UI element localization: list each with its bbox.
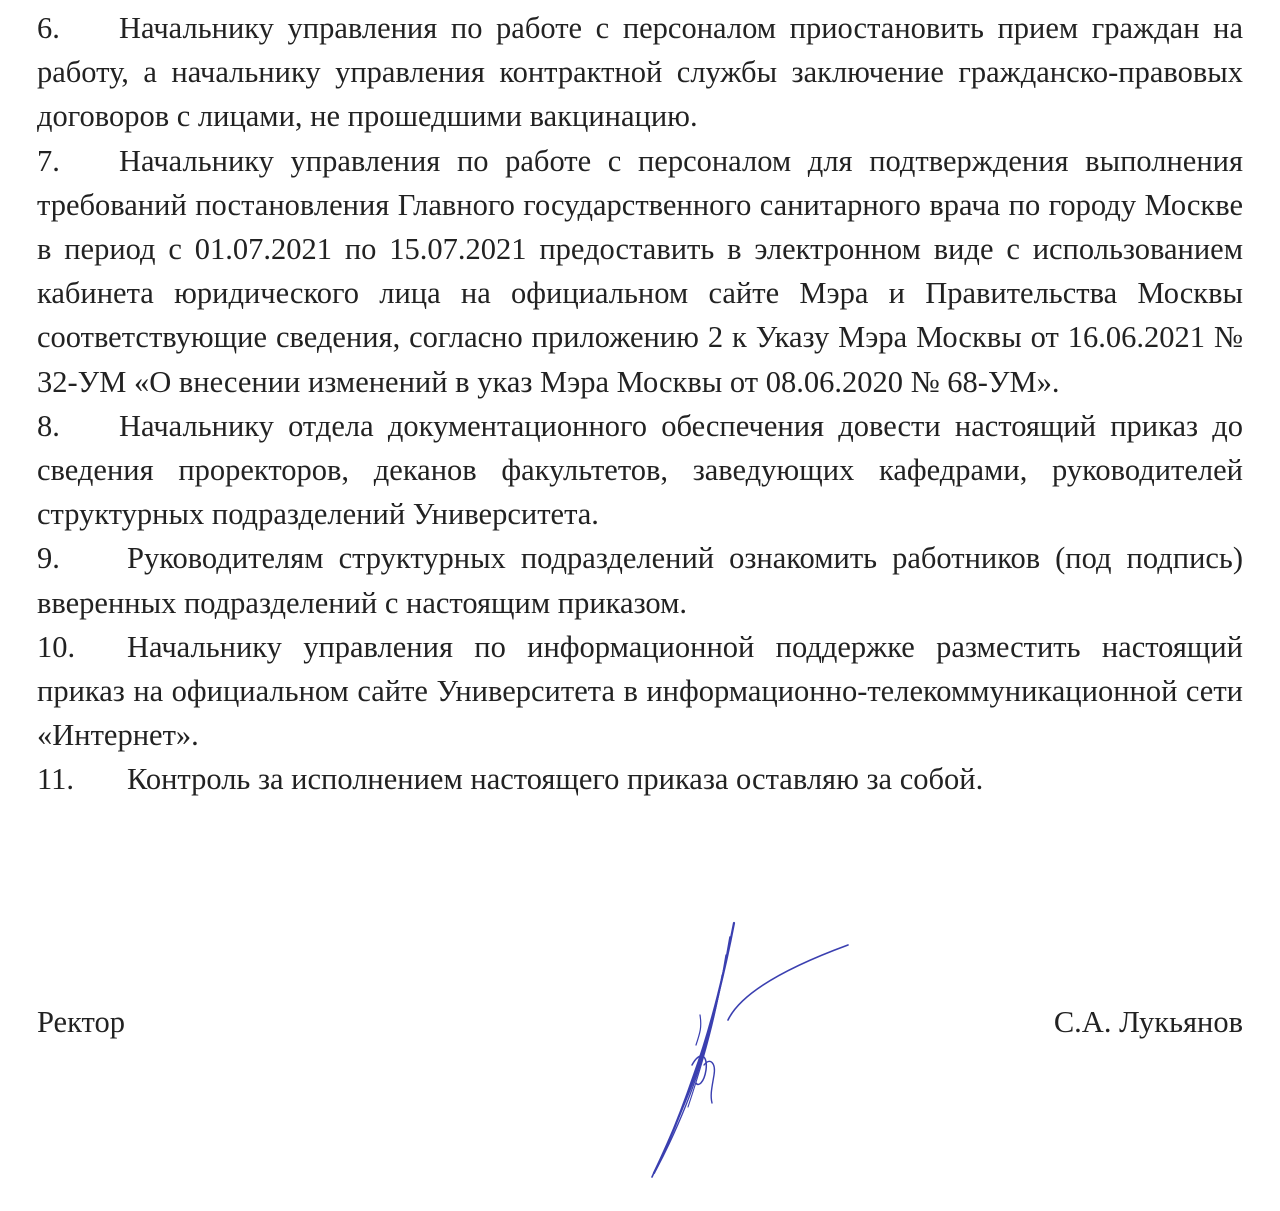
item-number: 8. bbox=[37, 408, 60, 443]
order-item bbox=[37, 6, 1243, 139]
order-item bbox=[37, 625, 1243, 758]
item-text: Начальнику отдела документационного обеспечения довести настоящий приказ до сведения проректоров, деканов факультетов, заведующих кафедрами, руководителей структурных подразделений Университета. bbox=[37, 408, 1243, 532]
handwritten-signature bbox=[630, 915, 860, 1185]
item-text: Начальнику управления по работе с персоналом для подтверждения выполнения требований постановления Главного государственного санитарного врача по городу Москве в период с 01.07.2021 по 15.07.2021 предоставить в электронном виде с использованием кабинета юридического лица на официальном сайте Мэра и Правительства Москвы соответствующие сведения, согласно приложению 2 к Указу Мэра Москвы от 16.06.2021 № 32-УМ «О внесении изменений в указ Мэра Москвы от 08.06.2020 № 68-УМ». bbox=[37, 143, 1243, 399]
item-number: 7. bbox=[37, 143, 60, 178]
signatory-name: С.А. Лукьянов bbox=[1053, 1005, 1243, 1039]
item-text: Руководителям структурных подразделений ознакомить работников (под подпись) вверенных подразделений с настоящим приказом. bbox=[37, 541, 1243, 620]
item-text: Начальнику управления по информационной поддержке разместить настоящий приказ на официальном сайте Университета в информационно-телекоммуникационной сети «Интернет». bbox=[37, 629, 1243, 753]
order-items-list bbox=[37, 6, 1243, 802]
order-item bbox=[37, 757, 1243, 801]
order-item bbox=[37, 139, 1243, 404]
item-number: 6. bbox=[37, 11, 60, 45]
item-text: Контроль за исполнением настоящего приказа оставляю за собой. bbox=[127, 762, 984, 797]
item-number: 10. bbox=[37, 629, 76, 664]
signatory-title: Ректор bbox=[37, 1005, 125, 1039]
order-item bbox=[37, 404, 1243, 537]
item-number: 11. bbox=[37, 762, 74, 797]
clipped-previous-line bbox=[36, 0, 1244, 4]
item-number: 9. bbox=[37, 541, 60, 576]
item-text: Начальнику управления по работе с персоналом приостановить прием граждан на работу, а начальнику управления контрактной службы заключение гражданско-правовых договоров с лицами, не прошедшими вакцинацию. bbox=[37, 11, 1243, 134]
order-item bbox=[37, 536, 1243, 624]
